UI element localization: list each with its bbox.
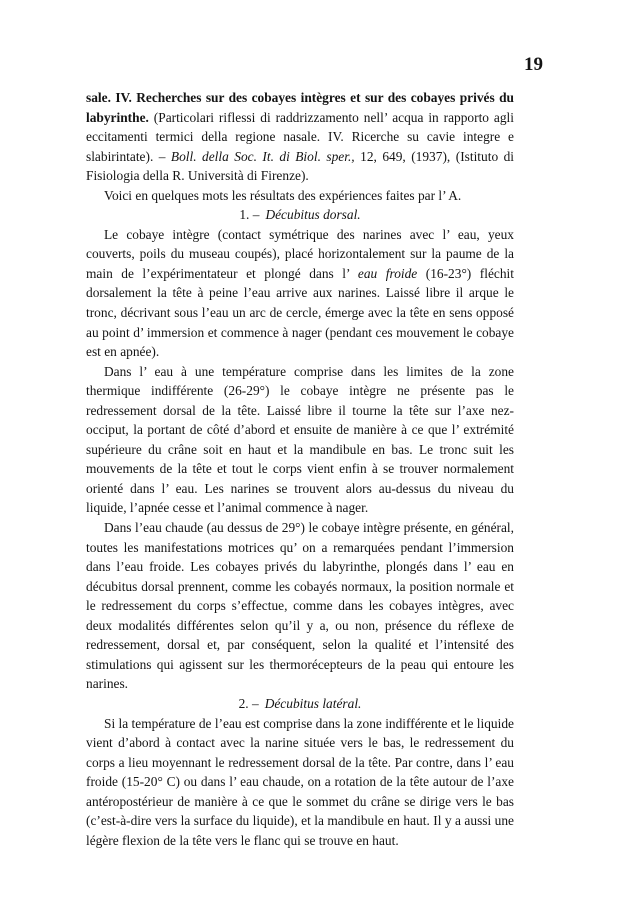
reference-entry	[86, 88, 514, 186]
section-1-paragraph-1-emphasis: eau froide	[357, 265, 418, 281]
section-1-paragraph-3: Dans l’eau chaude (au dessus de 29°) le cobaye intègre présente, en général, toutes les manifestations motrices qu’ on a remarquées pendant l’immersion dans l’eau froide. Les cobayes privés du labyrinthe, plongés dans l’ eau en décubitus dorsal prennent, comme les cobayés normaux, la position normale et le redressement du corps s’effectue, comme dans les cobayes intègres, avec deux modalités différentes selon qu’il y a, ou non, présence du réflexe de redressement, dorsal et, par conséquent, selon la qualité et l’intensité des stimulations qui agissent sur les thermorécepteurs de la peau qui entoure les narines.	[86, 520, 514, 692]
reference-italian-title: (Particolari riflessi di raddrizzamento nell’ acqua in rapporto agli eccitamenti termici della regione nasale. IV. Ricerche su cavie integre e slabirintate). –	[86, 109, 514, 164]
article-body	[86, 88, 514, 850]
section-1-title: Décubitus dorsal.	[265, 207, 361, 223]
section-2-title: Décubitus latéral.	[264, 695, 362, 711]
reference-journal: Boll. della Soc. It. di Biol. sper.,	[170, 148, 355, 164]
reference-volume: 12, 649, (1937),	[360, 148, 451, 164]
section-1-paragraph-1	[86, 225, 514, 362]
reference-institution: (Istituto di Fisiologia della R. Università di Firenze).	[86, 148, 515, 184]
intro-paragraph: Voici en quelques mots les résultats des expériences faites par l’ A.	[104, 187, 462, 203]
section-2-number: 2. –	[238, 695, 259, 711]
section-1-paragraph-2: Dans l’ eau à une température comprise dans les limites de la zone thermique indifférente (26-29°) le cobaye intègre ne présente pas le redressement dorsal de la tête. Laissé libre il tourne la tête sur l’axe nez-occiput, la portant de côté d’abord et ensuite de manière à ce que l’ extrémité supérieure du crâne soit en haut et la mandibule en bas. Le tronc suit les mouvements de la tête et tout le corps vient enfin à se trouver normalement orienté dans l’ eau. Les narines se trouvent alors au-dessus du niveau du liquide, l’apnée cesse et l’animal commence à nager.	[86, 363, 514, 516]
section-1-paragraph-1-end: (16-23°) fléchit dorsalement la tête à peine l’eau arrive aux narines. Laissé libre il arque le tronc, décrivant sous l’eau un arc de cercle, émerge avec la tête en sens opposé au point d’ immersion et commence à nager (pendant ces mouvement le cobaye est en apnée).	[86, 265, 514, 360]
page-number: 19	[524, 54, 543, 75]
section-1-paragraph-1-start: Le cobaye intègre (contact symétrique des narines avec l’ eau, yeux couverts, poils du museau coupés), placé horizontalement sur la paume de la main de l’expérimentateur et plongé dans l’	[86, 226, 514, 281]
section-2-heading	[86, 694, 514, 714]
section-1-heading	[86, 205, 514, 225]
section-2-paragraph-1: Si la température de l’eau est comprise dans la zone indifférente et le liquide vient d’abord à contact avec la narine située vers le bas, le redressement du corps a lieu moyennant le redressement dorsal de la tête. Par contre, dans l’ eau froide (15-20° C) ou dans l’ eau chaude, on a rotation de la tête autour de l’axe antéropostérieur de manière à ce que le sommet du crâne se dirige vers le bas (c’est-à-dire vers la surface du liquide), et la mandibule en haut. Il y a aussi une légère flexion de la tête vers le flanc qui se trouve en haut.	[86, 715, 514, 848]
reference-title: sale. IV. Recherches sur des cobayes intègres et sur des cobayes privés du labyrinthe.	[86, 90, 514, 125]
section-1-number: 1. –	[239, 207, 260, 223]
